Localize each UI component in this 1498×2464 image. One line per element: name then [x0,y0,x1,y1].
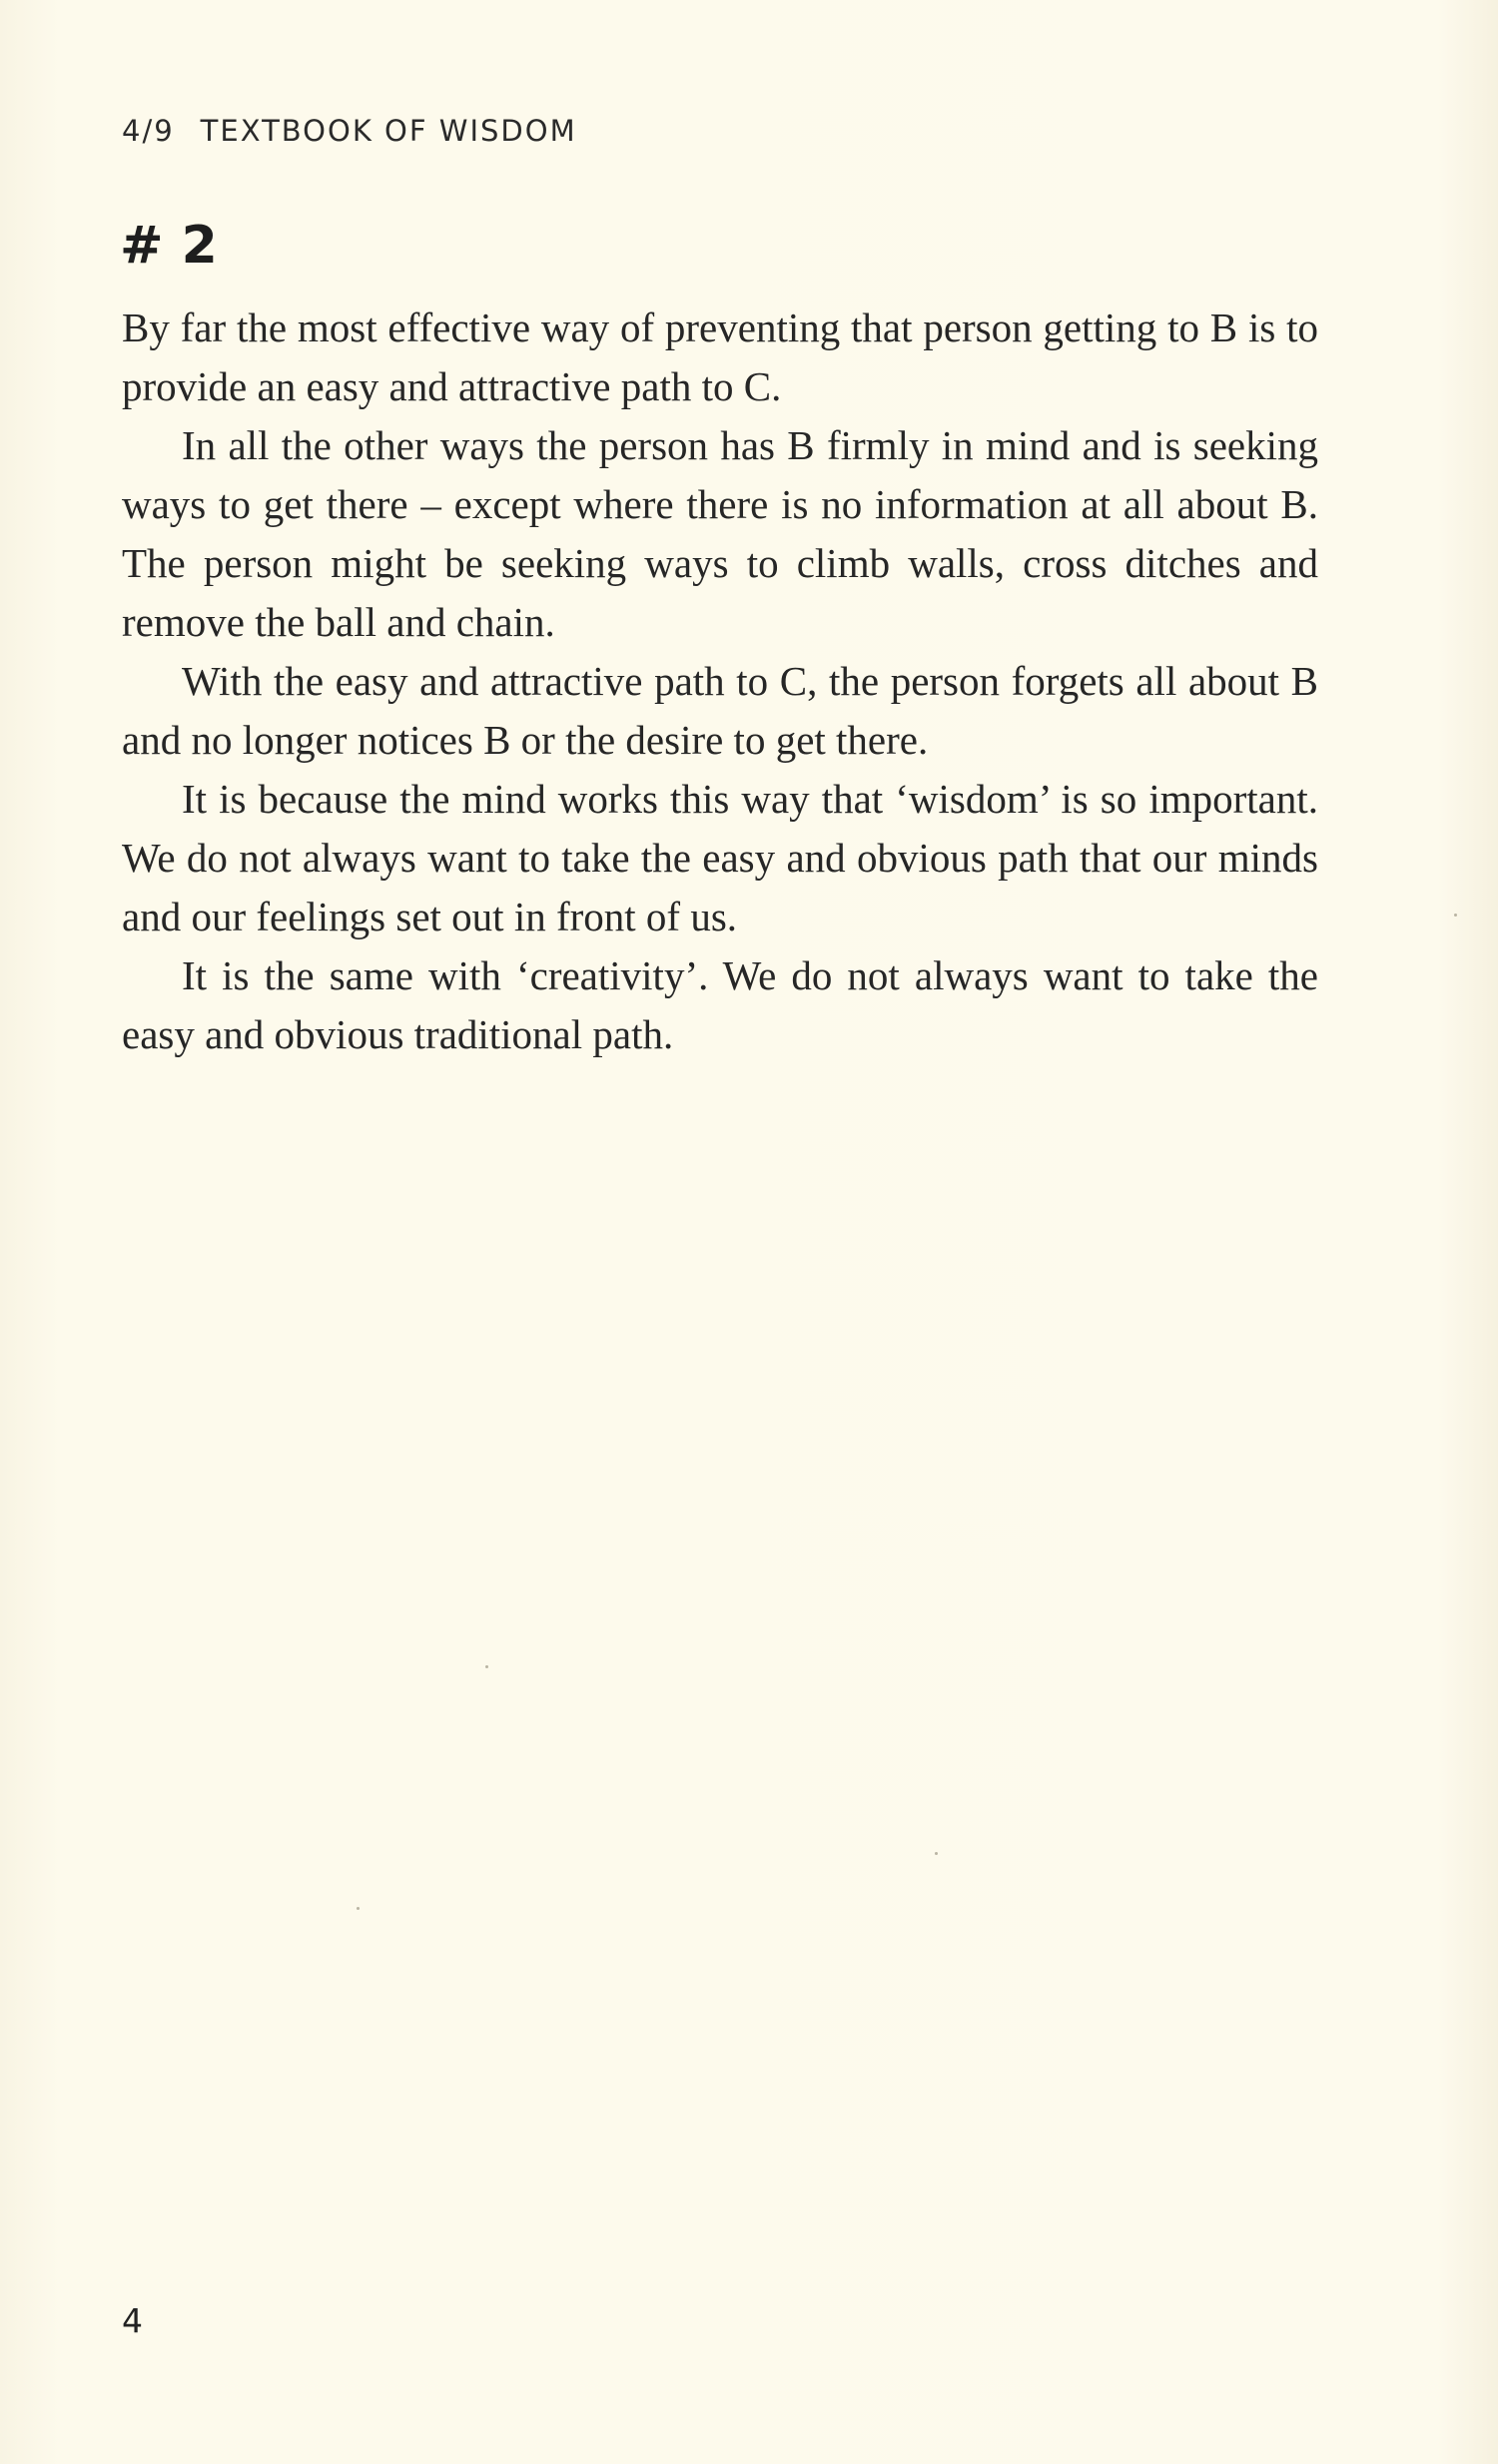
page-number: 4 [122,2301,143,2340]
paper-speck [1454,914,1457,917]
paper-speck [935,1852,938,1855]
paragraph: By far the most effective way of preventing that person getting to B is to provide an easy and attractive path to C. [122,305,1318,409]
running-header [122,114,577,148]
paragraph: It is because the mind works this way that ‘wisdom’ is so important. We do not always want to take the easy and obvious path that our minds and our feelings set out in front of us. [122,776,1318,939]
header-book-title: TEXTBOOK OF WISDOM [200,114,577,148]
header-page-ref: 4/9 [122,114,175,148]
body-text [122,299,1318,1064]
paper-speck [485,1665,488,1668]
paragraph: It is the same with ‘creativity’. We do not always want to take the easy and obvious traditional path. [122,952,1318,1057]
paragraph: In all the other ways the person has B firmly in mind and is seeking ways to get there – except where there is no information at all about B. The person might be seeking ways to climb walls, cross ditches and remove the ball and chain. [122,422,1318,645]
paper-speck [357,1907,360,1910]
section-title: # 2 [120,216,218,276]
paragraph: With the easy and attractive path to C, the person forgets all about B and no longer notices B or the desire to get there. [122,658,1318,763]
